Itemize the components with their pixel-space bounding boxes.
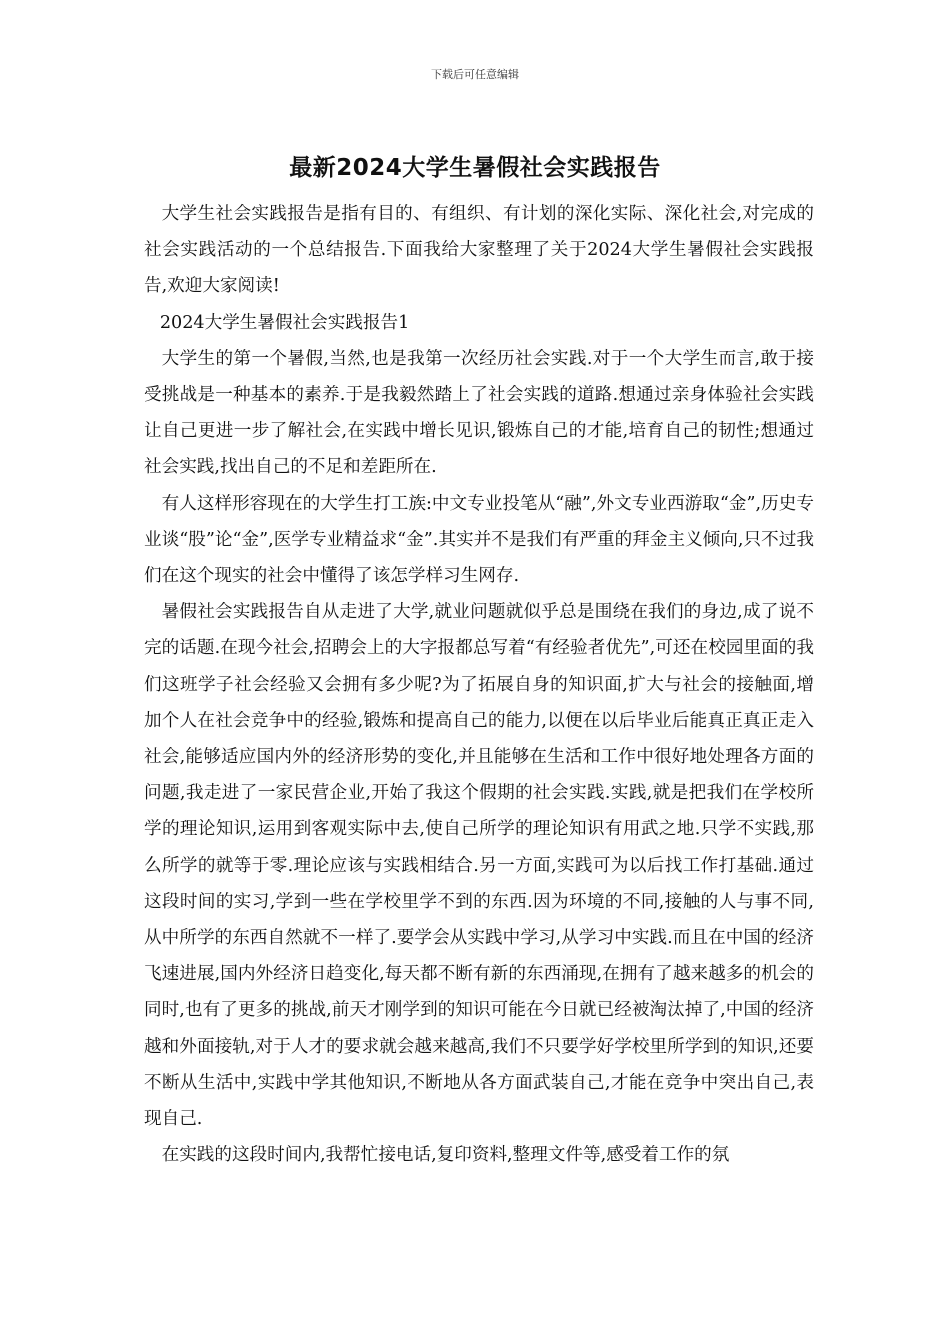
document-title: 最新2024大学生暑假社会实践报告 [289,155,661,181]
body-paragraph: 暑假社会实践报告自从走进了大学,就业问题就似乎总是围绕在我们的身边,成了说不完的话题.在现今社会,招聘会上的大字报都总写着“有经验者优先”,可还在校园里面的我们这班学子社会经验又会拥有多少呢?为了拓展自身的知识面,扩大与社会的接触面,增加个人在社会竞争中的经验,锻炼和提高自己的能力,以便在以后毕业后能真正真正走入社会,能够适应国内外的经济形势的变化,并且能够在生活和工作中很好地处理各方面的问题,我走进了一家民营企业,开始了我这个假期的社会实践.实践,就是把我们在学校所学的理论知识,运用到客观实际中去,使自己所学的理论知识有用武之地.只学不实践,那么所学的就等于零.理论应该与实践相结合.另一方面,实践可为以后找工作打基础.通过这段时间的实习,学到一些在学校里学不到的东西.因为环境的不同,接触的人与事不同,从中所学的东西自然就不一样了.要学会从实践中学习,从学习中实践.而且在中国的经济飞速进展,国内外经济日趋变化,每天都不断有新的东西涌现,在拥有了越来越多的机会的同时,也有了更多的挑战,前天才刚学到的知识可能在今日就已经被淘汰掉了,中国的经济越和外面接轨,对于人才的要求就会越来越高,我们不只要学好学校里所学到的知识,还要不断从生活中,实践中学其他知识,不断地从各方面武装自己,才能在竞争中突出自己,表现自己. [144,602,814,1130]
document-body [144,196,814,1173]
body-paragraph: 在实践的这段时间内,我帮忙接电话,复印资料,整理文件等,感受着工作的氛 [161,1145,730,1166]
intro-paragraph: 大学生社会实践报告是指有目的、有组织、有计划的深化实际、深化社会,对完成的社会实践活动的一个总结报告.下面我给大家整理了关于2024大学生暑假社会实践报告,欢迎大家阅读! [144,204,814,297]
body-paragraph: 有人这样形容现在的大学生打工族:中文专业投笔从“融”,外文专业西游取“金”,历史专业谈“股”论“金”,医学专业精益求“金”.其实并不是我们有严重的拜金主义倾向,只不过我们在这个现实的社会中懂得了该怎学样习生网存. [144,493,814,587]
section-heading: 2024大学生暑假社会实践报告1 [159,312,410,333]
page-header-note: 下载后可任意编辑 [431,68,519,81]
body-paragraph: 大学生的第一个暑假,当然,也是我第一次经历社会实践.对于一个大学生而言,敢于接受挑战是一种基本的素养.于是我毅然踏上了社会实践的道路.想通过亲身体验社会实践让自己更进一步了解社会,在实践中增长见识,锻炼自己的才能,培育自己的韧性;想通过社会实践,找出自己的不足和差距所在. [144,348,814,478]
